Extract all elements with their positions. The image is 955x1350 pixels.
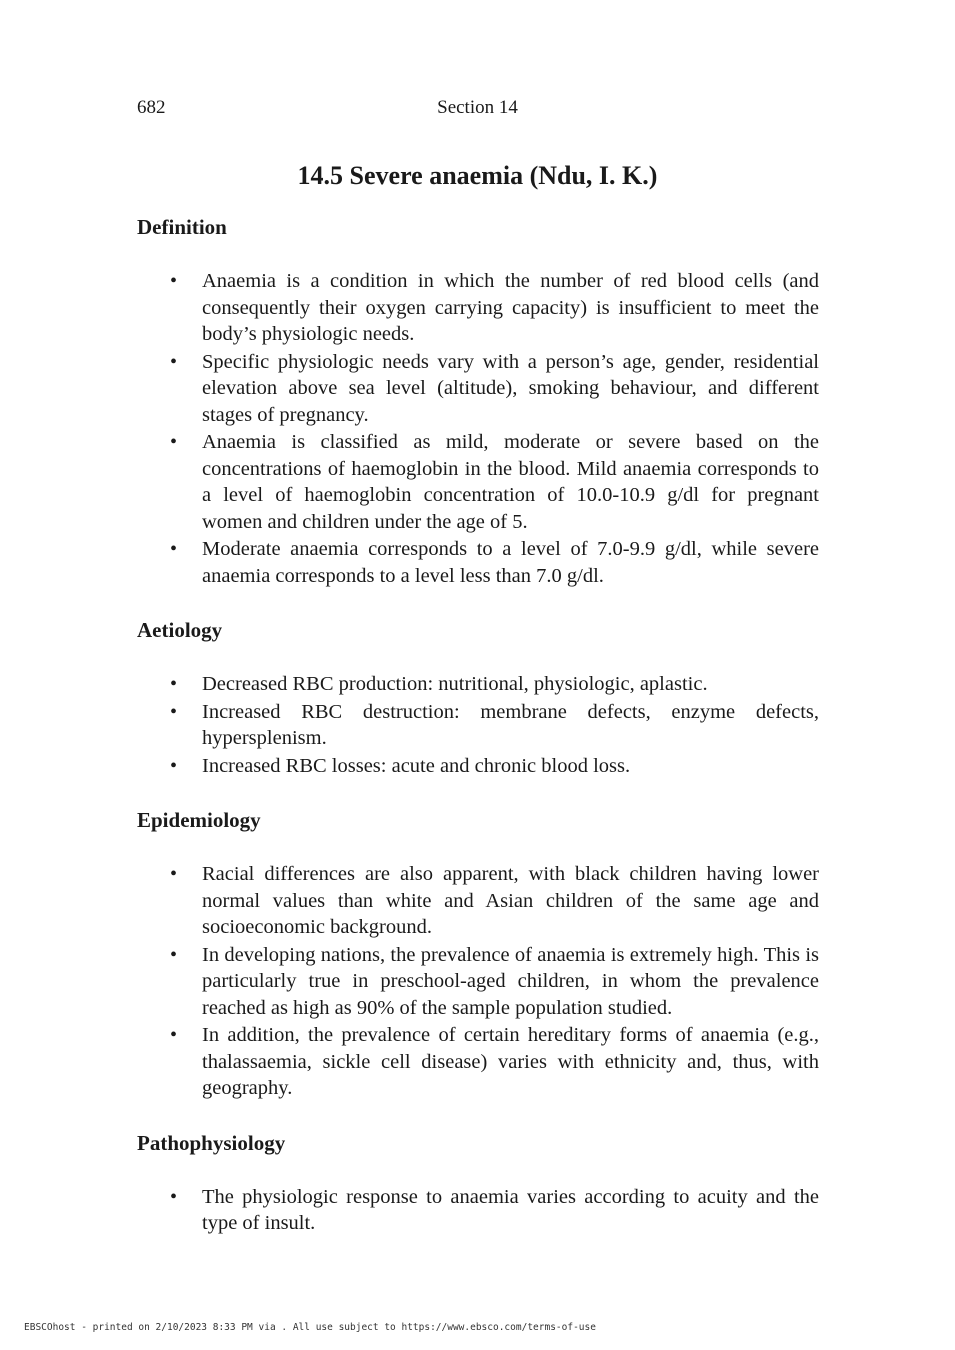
list-item-text: Specific physiologic needs vary with a person’s age, gender, residential elevation above sea level (altitude), smoking behaviour, and different stages of pregnancy. [202, 350, 819, 426]
chapter-title: 14.5 Severe anaemia (Ndu, I. K.) [297, 161, 658, 190]
bullet-icon: • [170, 1185, 178, 1208]
list-item [137, 753, 819, 780]
section-aetiology [137, 615, 819, 779]
section-heading: Epidemiology [137, 808, 261, 832]
running-head: Section 14 [437, 97, 518, 118]
bullet-list [137, 268, 819, 589]
bullet-list [137, 671, 819, 779]
bullet-icon: • [170, 673, 178, 695]
section-pathophysiology [137, 1128, 819, 1237]
list-item-text: Anaemia is classified as mild, moderate or severe based on the concentrations of haemoglobin in the blood. Mild anaemia corresponds to a level of haemoglobin concentration of 10.0-10.9 g/dl for pregnant women and children under the age of 5. [202, 431, 819, 533]
list-item [137, 429, 819, 535]
document-body [137, 212, 819, 1263]
bullet-icon: • [170, 270, 178, 292]
section-heading: Definition [137, 215, 227, 239]
footer-disclaimer: EBSCOhost - printed on 2/10/2023 8:33 PM via . All use subject to https://www.ebsco.com/terms-of-use [24, 1322, 596, 1333]
bullet-icon: • [170, 1024, 178, 1046]
list-item [137, 699, 819, 752]
bullet-icon: • [170, 350, 178, 373]
list-item [137, 268, 819, 348]
section-heading: Aetiology [137, 618, 223, 642]
section-epidemiology [137, 805, 819, 1102]
bullet-icon: • [170, 431, 178, 453]
list-item-text: Racial differences are also apparent, with black children having lower normal values than white and Asian children of the same age and socioeconomic background. [202, 863, 819, 938]
bullet-icon: • [170, 943, 178, 966]
list-item [137, 349, 819, 429]
bullet-icon: • [170, 863, 178, 885]
bullet-list [137, 1184, 819, 1237]
list-item-text: Increased RBC destruction: membrane defects, enzyme defects, hypersplenism. [202, 700, 819, 749]
list-item [137, 861, 819, 941]
list-item [137, 942, 819, 1022]
list-item-text: Decreased RBC production: nutritional, physiologic, aplastic. [202, 673, 708, 695]
bullet-icon: • [170, 754, 178, 777]
section-definition [137, 212, 819, 589]
list-item-text: Increased RBC losses: acute and chronic blood loss. [202, 754, 631, 777]
bullet-list [137, 861, 819, 1102]
section-heading: Pathophysiology [137, 1130, 286, 1155]
list-item-text: The physiologic response to anaemia varies according to acuity and the type of insult. [202, 1185, 819, 1234]
page-number: 682 [137, 97, 166, 118]
bullet-icon: • [170, 538, 178, 560]
list-item [137, 1022, 819, 1102]
bullet-icon: • [170, 700, 178, 723]
list-item-text: In developing nations, the prevalence of anaemia is extremely high. This is particularly true in preschool-aged children, in whom the prevalence reached as high as 90% of the sample population studied. [202, 943, 819, 1019]
list-item [137, 1184, 819, 1237]
list-item [137, 671, 819, 698]
list-item [137, 536, 819, 589]
list-item-text: Moderate anaemia corresponds to a level of 7.0-9.9 g/dl, while severe anaemia corresponds to a level less than 7.0 g/dl. [202, 538, 819, 587]
list-item-text: Anaemia is a condition in which the number of red blood cells (and consequently their oxygen carrying capacity) is insufficient to meet the body’s physiologic needs. [202, 270, 819, 345]
list-item-text: In addition, the prevalence of certain hereditary forms of anaemia (e.g., thalassaemia, sickle cell disease) varies with ethnicity and, thus, with geography. [202, 1024, 819, 1099]
